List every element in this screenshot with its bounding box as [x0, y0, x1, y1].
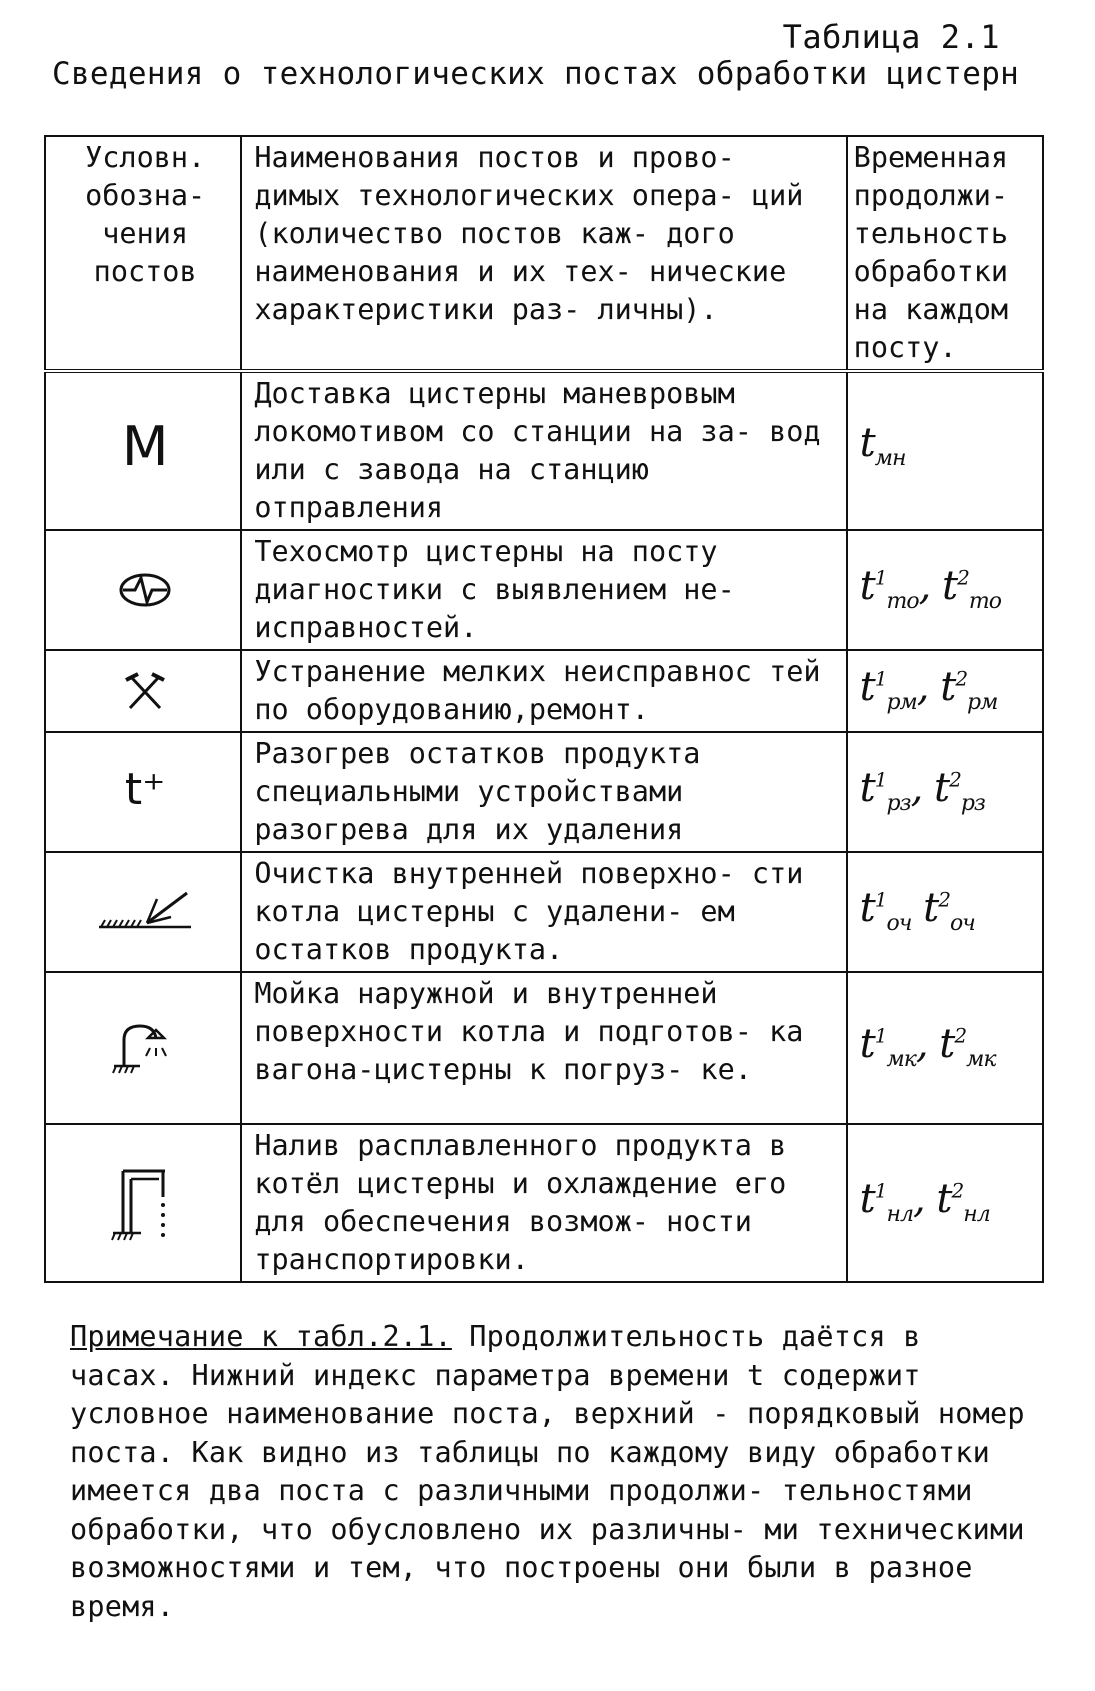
table-row — [45, 371, 1043, 530]
table-row — [45, 650, 1043, 732]
time-cell — [847, 852, 1043, 972]
time-value: $t^1_{рм}$, $t^2_{рм}$ — [859, 664, 998, 716]
time-cell — [847, 972, 1043, 1124]
table-row — [45, 1124, 1043, 1282]
time-value: $t^1_{нл}$, $t^2_{нл}$ — [859, 1176, 990, 1228]
posts-table — [44, 135, 1044, 1283]
table-row — [45, 732, 1043, 852]
time-cell — [847, 732, 1043, 852]
operation-name: Очистка внутренней поверхно- сти котла цистерны с удалени- ем остатков продукта. — [241, 852, 846, 972]
note-text: Продолжительность даётся в часах. Нижний индекс параметра времени t содержит условное наименование поста, верхний - порядковый номер поста. Как видно из таблицы по каждому виду обработки имеется два поста с различными продолжи- тельностями обработки, что обусловлено их различны- ми техническими возможностями и тем, что построены они были в разное время. — [70, 1320, 1025, 1623]
heating-icon: t⁺ — [124, 763, 166, 815]
symbol-cell — [45, 972, 241, 1124]
table-title: Сведения о технологических постах обработки цистерн — [52, 56, 1020, 92]
header-symbol: Условн. обозна- чения постов — [45, 136, 241, 371]
symbol-cell — [45, 1124, 241, 1282]
operation-name: Налив расплавленного продукта в котёл цистерны и охлаждение его для обеспечения возмож- ности транспортировки. — [241, 1124, 846, 1282]
symbol-cell — [45, 650, 241, 732]
shower-icon — [110, 1018, 180, 1078]
operation-name: Разогрев остатков продукта специальными устройствами разогрева для их удаления — [241, 732, 846, 852]
filling-rack-icon — [105, 1163, 185, 1243]
time-value: $t^1_{мк}$, $t^2_{мк}$ — [859, 1021, 996, 1073]
crossed-hammers-icon — [122, 670, 168, 712]
table-note — [70, 1318, 1040, 1626]
time-cell — [847, 371, 1043, 530]
table-row — [45, 530, 1043, 650]
table-header-row — [45, 136, 1043, 371]
table-row — [45, 972, 1043, 1124]
symbol-cell — [45, 732, 241, 852]
operation-name: Мойка наружной и внутренней поверхности котла и подготов- ка вагона-цистерны к погруз- ке. — [241, 972, 846, 1124]
table-row — [45, 852, 1043, 972]
note-label: Примечание к табл.2.1. — [70, 1320, 452, 1353]
operation-name: Устранение мелких неисправнос тей по оборудованию,ремонт. — [241, 650, 846, 732]
symbol-cell — [45, 371, 241, 530]
header-duration: Временная продолжи- тельность обработки на каждом посту. — [847, 136, 1043, 371]
time-cell — [847, 530, 1043, 650]
cleaning-icon — [95, 887, 195, 937]
letter-m-icon: M — [121, 414, 169, 478]
time-cell — [847, 650, 1043, 732]
operation-name: Доставка цистерны маневровым локомотивом со станции на за- вод или с завода на станцию отправления — [241, 371, 846, 530]
time-cell — [847, 1124, 1043, 1282]
operation-name: Техосмотр цистерны на посту диагностики с выявлением не- исправностей. — [241, 530, 846, 650]
symbol-cell — [45, 530, 241, 650]
symbol-cell — [45, 852, 241, 972]
time-value: $t^1_{оч}$ $t^2_{оч}$ — [859, 885, 975, 937]
diagnostics-icon — [115, 570, 175, 610]
header-name: Наименования постов и прово- димых технологических опера- ций (количество постов каж- дого наименования и их тех- нические характеристики раз- личны). — [241, 136, 846, 371]
time-value: $t^1_{рз}$, $t^2_{рз}$ — [859, 765, 985, 817]
time-value: $t^1_{то}$, $t^2_{то}$ — [859, 563, 1001, 615]
time-value: $t_{мн}$ — [859, 420, 906, 471]
table-number: Таблица 2.1 — [782, 18, 1000, 56]
